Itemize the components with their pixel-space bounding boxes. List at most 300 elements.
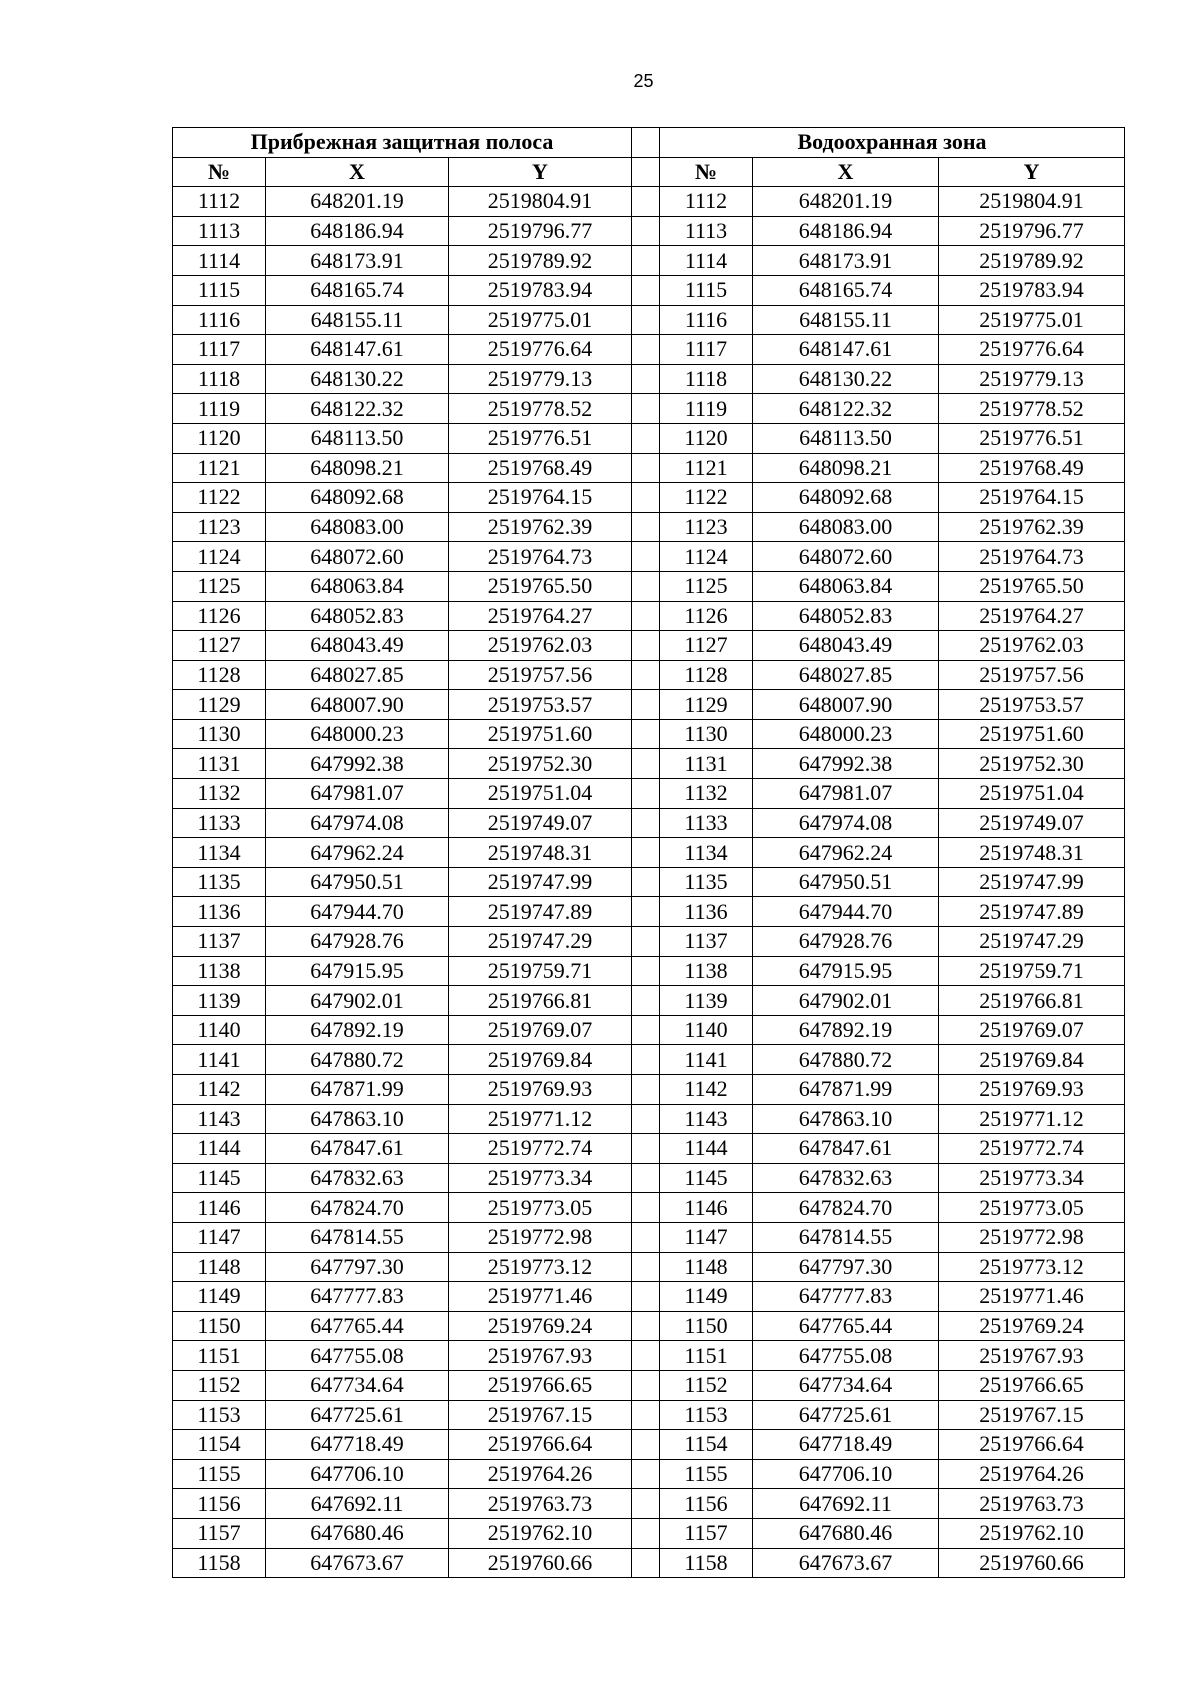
table-row bbox=[173, 927, 1125, 957]
right-coord-y: 2519747.29 bbox=[939, 927, 1125, 957]
right-point-number: 1150 bbox=[660, 1311, 753, 1341]
coastal-protective-strip-title: Прибрежная защитная полоса bbox=[173, 128, 632, 158]
column-gap bbox=[632, 483, 660, 513]
column-gap bbox=[632, 1459, 660, 1489]
left-coord-y: 2519773.05 bbox=[449, 1193, 632, 1223]
left-point-number: 1151 bbox=[173, 1341, 266, 1371]
table-row bbox=[173, 1459, 1125, 1489]
right-coord-y: 2519760.66 bbox=[939, 1548, 1125, 1578]
left-point-number: 1136 bbox=[173, 897, 266, 927]
right-coord-y: 2519762.39 bbox=[939, 512, 1125, 542]
left-coord-x: 647974.08 bbox=[266, 808, 449, 838]
column-gap bbox=[632, 867, 660, 897]
column-gap bbox=[632, 246, 660, 276]
right-header-x: X bbox=[753, 157, 939, 187]
column-gap bbox=[632, 1193, 660, 1223]
right-coord-x: 648000.23 bbox=[753, 719, 939, 749]
left-coord-y: 2519764.27 bbox=[449, 601, 632, 631]
column-gap bbox=[632, 1075, 660, 1105]
table-row bbox=[173, 1163, 1125, 1193]
left-coord-x: 648173.91 bbox=[266, 246, 449, 276]
left-coord-x: 647950.51 bbox=[266, 867, 449, 897]
left-coord-y: 2519748.31 bbox=[449, 838, 632, 868]
right-coord-x: 647814.55 bbox=[753, 1222, 939, 1252]
column-gap bbox=[632, 187, 660, 217]
column-gap bbox=[632, 571, 660, 601]
left-coord-x: 648186.94 bbox=[266, 216, 449, 246]
left-point-number: 1155 bbox=[173, 1459, 266, 1489]
right-coord-x: 647832.63 bbox=[753, 1163, 939, 1193]
right-coord-y: 2519748.31 bbox=[939, 838, 1125, 868]
table-row bbox=[173, 1370, 1125, 1400]
column-gap bbox=[632, 157, 660, 187]
left-coord-x: 647847.61 bbox=[266, 1134, 449, 1164]
column-gap bbox=[632, 1370, 660, 1400]
right-coord-y: 2519766.64 bbox=[939, 1430, 1125, 1460]
column-gap bbox=[632, 1518, 660, 1548]
column-gap bbox=[632, 1282, 660, 1312]
right-point-number: 1144 bbox=[660, 1134, 753, 1164]
right-coord-y: 2519764.73 bbox=[939, 542, 1125, 572]
left-point-number: 1143 bbox=[173, 1104, 266, 1134]
right-coord-x: 648007.90 bbox=[753, 690, 939, 720]
left-coord-x: 647892.19 bbox=[266, 1015, 449, 1045]
table-row bbox=[173, 1222, 1125, 1252]
left-point-number: 1129 bbox=[173, 690, 266, 720]
table-row bbox=[173, 1252, 1125, 1282]
column-gap bbox=[632, 749, 660, 779]
right-point-number: 1151 bbox=[660, 1341, 753, 1371]
column-gap bbox=[632, 631, 660, 661]
left-coord-y: 2519763.73 bbox=[449, 1489, 632, 1519]
table-row bbox=[173, 631, 1125, 661]
left-coord-y: 2519796.77 bbox=[449, 216, 632, 246]
right-coord-y: 2519769.24 bbox=[939, 1311, 1125, 1341]
right-coord-y: 2519773.05 bbox=[939, 1193, 1125, 1223]
right-coord-y: 2519752.30 bbox=[939, 749, 1125, 779]
column-gap bbox=[632, 927, 660, 957]
left-coord-y: 2519804.91 bbox=[449, 187, 632, 217]
right-coord-y: 2519749.07 bbox=[939, 808, 1125, 838]
right-coord-y: 2519763.73 bbox=[939, 1489, 1125, 1519]
column-gap bbox=[632, 1222, 660, 1252]
left-coord-x: 647824.70 bbox=[266, 1193, 449, 1223]
column-gap bbox=[632, 305, 660, 335]
right-coord-x: 648186.94 bbox=[753, 216, 939, 246]
left-header-x: X bbox=[266, 157, 449, 187]
left-coord-x: 648043.49 bbox=[266, 631, 449, 661]
right-coord-x: 647863.10 bbox=[753, 1104, 939, 1134]
left-point-number: 1146 bbox=[173, 1193, 266, 1223]
column-gap bbox=[632, 660, 660, 690]
left-coord-x: 647944.70 bbox=[266, 897, 449, 927]
right-coord-x: 648173.91 bbox=[753, 246, 939, 276]
left-coord-x: 647832.63 bbox=[266, 1163, 449, 1193]
right-coord-x: 647765.44 bbox=[753, 1311, 939, 1341]
right-point-number: 1121 bbox=[660, 453, 753, 483]
right-coord-x: 648092.68 bbox=[753, 483, 939, 513]
left-point-number: 1126 bbox=[173, 601, 266, 631]
table-row bbox=[173, 453, 1125, 483]
table-row bbox=[173, 956, 1125, 986]
left-coord-x: 647863.10 bbox=[266, 1104, 449, 1134]
right-coord-y: 2519766.65 bbox=[939, 1370, 1125, 1400]
column-gap bbox=[632, 364, 660, 394]
right-point-number: 1128 bbox=[660, 660, 753, 690]
right-coord-x: 647755.08 bbox=[753, 1341, 939, 1371]
left-coord-y: 2519768.49 bbox=[449, 453, 632, 483]
left-coord-y: 2519769.93 bbox=[449, 1075, 632, 1105]
right-coord-x: 648083.00 bbox=[753, 512, 939, 542]
left-coord-y: 2519762.39 bbox=[449, 512, 632, 542]
left-coord-y: 2519766.64 bbox=[449, 1430, 632, 1460]
right-coord-x: 648043.49 bbox=[753, 631, 939, 661]
right-point-number: 1129 bbox=[660, 690, 753, 720]
right-header-number: № bbox=[660, 157, 753, 187]
right-point-number: 1147 bbox=[660, 1222, 753, 1252]
left-coord-x: 648092.68 bbox=[266, 483, 449, 513]
right-coord-x: 647680.46 bbox=[753, 1518, 939, 1548]
right-point-number: 1113 bbox=[660, 216, 753, 246]
column-gap bbox=[632, 986, 660, 1016]
left-coord-y: 2519766.65 bbox=[449, 1370, 632, 1400]
left-coord-x: 648027.85 bbox=[266, 660, 449, 690]
right-coord-y: 2519804.91 bbox=[939, 187, 1125, 217]
left-coord-x: 647718.49 bbox=[266, 1430, 449, 1460]
right-point-number: 1126 bbox=[660, 601, 753, 631]
left-point-number: 1117 bbox=[173, 335, 266, 365]
right-coord-y: 2519767.15 bbox=[939, 1400, 1125, 1430]
left-coord-x: 647880.72 bbox=[266, 1045, 449, 1075]
right-coord-x: 648130.22 bbox=[753, 364, 939, 394]
right-coord-x: 647944.70 bbox=[753, 897, 939, 927]
right-point-number: 1123 bbox=[660, 512, 753, 542]
column-gap bbox=[632, 1548, 660, 1578]
right-coord-x: 647928.76 bbox=[753, 927, 939, 957]
left-coord-y: 2519753.57 bbox=[449, 690, 632, 720]
left-coord-y: 2519771.46 bbox=[449, 1282, 632, 1312]
left-coord-x: 647673.67 bbox=[266, 1548, 449, 1578]
left-coord-x: 647680.46 bbox=[266, 1518, 449, 1548]
left-point-number: 1147 bbox=[173, 1222, 266, 1252]
left-header-y: Y bbox=[449, 157, 632, 187]
right-coord-y: 2519762.03 bbox=[939, 631, 1125, 661]
right-coord-y: 2519768.49 bbox=[939, 453, 1125, 483]
left-coord-x: 647734.64 bbox=[266, 1370, 449, 1400]
table-row bbox=[173, 335, 1125, 365]
right-point-number: 1141 bbox=[660, 1045, 753, 1075]
right-point-number: 1156 bbox=[660, 1489, 753, 1519]
table-row bbox=[173, 394, 1125, 424]
right-point-number: 1142 bbox=[660, 1075, 753, 1105]
left-coord-y: 2519775.01 bbox=[449, 305, 632, 335]
left-point-number: 1118 bbox=[173, 364, 266, 394]
right-coord-x: 647847.61 bbox=[753, 1134, 939, 1164]
left-coord-x: 647692.11 bbox=[266, 1489, 449, 1519]
column-gap bbox=[632, 1252, 660, 1282]
left-coord-y: 2519759.71 bbox=[449, 956, 632, 986]
left-coord-x: 648000.23 bbox=[266, 719, 449, 749]
table-row bbox=[173, 1015, 1125, 1045]
table-row bbox=[173, 986, 1125, 1016]
right-coord-y: 2519764.26 bbox=[939, 1459, 1125, 1489]
table-row bbox=[173, 305, 1125, 335]
column-gap bbox=[632, 423, 660, 453]
column-gap bbox=[632, 512, 660, 542]
left-coord-y: 2519762.10 bbox=[449, 1518, 632, 1548]
right-point-number: 1125 bbox=[660, 571, 753, 601]
right-point-number: 1134 bbox=[660, 838, 753, 868]
left-coord-x: 647992.38 bbox=[266, 749, 449, 779]
table-row bbox=[173, 1311, 1125, 1341]
right-coord-x: 647706.10 bbox=[753, 1459, 939, 1489]
left-coord-x: 648083.00 bbox=[266, 512, 449, 542]
left-coord-y: 2519751.60 bbox=[449, 719, 632, 749]
right-point-number: 1117 bbox=[660, 335, 753, 365]
column-gap bbox=[632, 1104, 660, 1134]
left-coord-x: 647902.01 bbox=[266, 986, 449, 1016]
left-coord-x: 647871.99 bbox=[266, 1075, 449, 1105]
left-coord-x: 647765.44 bbox=[266, 1311, 449, 1341]
right-coord-y: 2519775.01 bbox=[939, 305, 1125, 335]
right-coord-x: 647777.83 bbox=[753, 1282, 939, 1312]
left-point-number: 1142 bbox=[173, 1075, 266, 1105]
left-point-number: 1149 bbox=[173, 1282, 266, 1312]
right-point-number: 1120 bbox=[660, 423, 753, 453]
right-coord-x: 648063.84 bbox=[753, 571, 939, 601]
coordinates-table bbox=[172, 127, 1125, 1578]
left-coord-y: 2519747.99 bbox=[449, 867, 632, 897]
right-point-number: 1157 bbox=[660, 1518, 753, 1548]
right-coord-y: 2519769.93 bbox=[939, 1075, 1125, 1105]
left-coord-x: 647981.07 bbox=[266, 779, 449, 809]
right-point-number: 1122 bbox=[660, 483, 753, 513]
column-gap bbox=[632, 838, 660, 868]
right-coord-y: 2519789.92 bbox=[939, 246, 1125, 276]
column-gap bbox=[632, 542, 660, 572]
right-coord-y: 2519751.60 bbox=[939, 719, 1125, 749]
right-point-number: 1118 bbox=[660, 364, 753, 394]
right-coord-x: 647734.64 bbox=[753, 1370, 939, 1400]
left-coord-y: 2519767.15 bbox=[449, 1400, 632, 1430]
table-row bbox=[173, 660, 1125, 690]
right-coord-x: 648122.32 bbox=[753, 394, 939, 424]
right-coord-y: 2519771.12 bbox=[939, 1104, 1125, 1134]
column-gap bbox=[632, 1163, 660, 1193]
right-coord-y: 2519769.84 bbox=[939, 1045, 1125, 1075]
left-coord-y: 2519789.92 bbox=[449, 246, 632, 276]
left-coord-y: 2519771.12 bbox=[449, 1104, 632, 1134]
right-point-number: 1143 bbox=[660, 1104, 753, 1134]
right-coord-y: 2519759.71 bbox=[939, 956, 1125, 986]
left-coord-y: 2519751.04 bbox=[449, 779, 632, 809]
left-coord-y: 2519779.13 bbox=[449, 364, 632, 394]
right-coord-y: 2519747.89 bbox=[939, 897, 1125, 927]
right-coord-x: 648165.74 bbox=[753, 275, 939, 305]
right-coord-x: 647880.72 bbox=[753, 1045, 939, 1075]
right-coord-x: 647962.24 bbox=[753, 838, 939, 868]
column-gap bbox=[632, 956, 660, 986]
left-point-number: 1121 bbox=[173, 453, 266, 483]
left-point-number: 1145 bbox=[173, 1163, 266, 1193]
zone-title-row bbox=[173, 128, 1125, 158]
left-point-number: 1123 bbox=[173, 512, 266, 542]
right-coord-y: 2519778.52 bbox=[939, 394, 1125, 424]
left-coord-x: 648201.19 bbox=[266, 187, 449, 217]
right-coord-x: 647725.61 bbox=[753, 1400, 939, 1430]
right-point-number: 1145 bbox=[660, 1163, 753, 1193]
right-coord-y: 2519764.27 bbox=[939, 601, 1125, 631]
right-coord-y: 2519773.12 bbox=[939, 1252, 1125, 1282]
left-coord-y: 2519769.84 bbox=[449, 1045, 632, 1075]
right-coord-x: 647824.70 bbox=[753, 1193, 939, 1223]
left-point-number: 1153 bbox=[173, 1400, 266, 1430]
left-coord-x: 648052.83 bbox=[266, 601, 449, 631]
left-coord-x: 647706.10 bbox=[266, 1459, 449, 1489]
left-coord-y: 2519747.29 bbox=[449, 927, 632, 957]
left-point-number: 1157 bbox=[173, 1518, 266, 1548]
right-point-number: 1158 bbox=[660, 1548, 753, 1578]
left-point-number: 1122 bbox=[173, 483, 266, 513]
table-row bbox=[173, 838, 1125, 868]
table-row bbox=[173, 1489, 1125, 1519]
right-coord-y: 2519772.98 bbox=[939, 1222, 1125, 1252]
right-point-number: 1127 bbox=[660, 631, 753, 661]
right-point-number: 1155 bbox=[660, 1459, 753, 1489]
table-row bbox=[173, 779, 1125, 809]
right-point-number: 1140 bbox=[660, 1015, 753, 1045]
column-gap bbox=[632, 335, 660, 365]
left-coord-y: 2519772.74 bbox=[449, 1134, 632, 1164]
table-row bbox=[173, 483, 1125, 513]
column-header-row bbox=[173, 157, 1125, 187]
left-point-number: 1150 bbox=[173, 1311, 266, 1341]
right-coord-y: 2519772.74 bbox=[939, 1134, 1125, 1164]
right-coord-x: 647902.01 bbox=[753, 986, 939, 1016]
left-coord-y: 2519773.12 bbox=[449, 1252, 632, 1282]
right-point-number: 1135 bbox=[660, 867, 753, 897]
left-coord-x: 648072.60 bbox=[266, 542, 449, 572]
right-coord-x: 648072.60 bbox=[753, 542, 939, 572]
right-point-number: 1130 bbox=[660, 719, 753, 749]
left-coord-x: 647725.61 bbox=[266, 1400, 449, 1430]
left-point-number: 1124 bbox=[173, 542, 266, 572]
right-coord-y: 2519767.93 bbox=[939, 1341, 1125, 1371]
right-coord-x: 647871.99 bbox=[753, 1075, 939, 1105]
table-row bbox=[173, 719, 1125, 749]
right-header-y: Y bbox=[939, 157, 1125, 187]
left-coord-x: 648007.90 bbox=[266, 690, 449, 720]
left-coord-y: 2519778.52 bbox=[449, 394, 632, 424]
right-point-number: 1136 bbox=[660, 897, 753, 927]
column-gap bbox=[632, 1134, 660, 1164]
table-row bbox=[173, 601, 1125, 631]
left-coord-y: 2519772.98 bbox=[449, 1222, 632, 1252]
left-coord-x: 648063.84 bbox=[266, 571, 449, 601]
right-point-number: 1152 bbox=[660, 1370, 753, 1400]
table-row bbox=[173, 1282, 1125, 1312]
left-coord-y: 2519783.94 bbox=[449, 275, 632, 305]
left-point-number: 1113 bbox=[173, 216, 266, 246]
table-row bbox=[173, 1045, 1125, 1075]
right-coord-y: 2519769.07 bbox=[939, 1015, 1125, 1045]
right-coord-x: 647692.11 bbox=[753, 1489, 939, 1519]
right-coord-x: 647915.95 bbox=[753, 956, 939, 986]
right-coord-x: 648147.61 bbox=[753, 335, 939, 365]
right-coord-y: 2519796.77 bbox=[939, 216, 1125, 246]
right-point-number: 1138 bbox=[660, 956, 753, 986]
right-coord-x: 647718.49 bbox=[753, 1430, 939, 1460]
table-row bbox=[173, 1075, 1125, 1105]
right-point-number: 1131 bbox=[660, 749, 753, 779]
left-coord-x: 648155.11 bbox=[266, 305, 449, 335]
left-point-number: 1115 bbox=[173, 275, 266, 305]
table-row bbox=[173, 897, 1125, 927]
right-coord-y: 2519753.57 bbox=[939, 690, 1125, 720]
table-row bbox=[173, 364, 1125, 394]
table-row bbox=[173, 1341, 1125, 1371]
left-header-number: № bbox=[173, 157, 266, 187]
left-point-number: 1137 bbox=[173, 927, 266, 957]
column-gap bbox=[632, 275, 660, 305]
left-coord-x: 647928.76 bbox=[266, 927, 449, 957]
right-coord-x: 648113.50 bbox=[753, 423, 939, 453]
right-coord-x: 647974.08 bbox=[753, 808, 939, 838]
table-row bbox=[173, 187, 1125, 217]
right-point-number: 1137 bbox=[660, 927, 753, 957]
column-gap bbox=[632, 1430, 660, 1460]
table-row bbox=[173, 690, 1125, 720]
right-point-number: 1124 bbox=[660, 542, 753, 572]
column-gap bbox=[632, 128, 660, 158]
right-coord-y: 2519751.04 bbox=[939, 779, 1125, 809]
table-row bbox=[173, 1134, 1125, 1164]
left-point-number: 1134 bbox=[173, 838, 266, 868]
right-point-number: 1132 bbox=[660, 779, 753, 809]
table-row bbox=[173, 1400, 1125, 1430]
left-coord-y: 2519776.64 bbox=[449, 335, 632, 365]
left-point-number: 1132 bbox=[173, 779, 266, 809]
column-gap bbox=[632, 453, 660, 483]
table-row bbox=[173, 749, 1125, 779]
left-point-number: 1116 bbox=[173, 305, 266, 335]
left-point-number: 1128 bbox=[173, 660, 266, 690]
table-row bbox=[173, 275, 1125, 305]
left-point-number: 1114 bbox=[173, 246, 266, 276]
left-coord-x: 647814.55 bbox=[266, 1222, 449, 1252]
left-coord-y: 2519767.93 bbox=[449, 1341, 632, 1371]
left-coord-x: 647755.08 bbox=[266, 1341, 449, 1371]
column-gap bbox=[632, 779, 660, 809]
left-coord-y: 2519764.15 bbox=[449, 483, 632, 513]
right-coord-x: 647992.38 bbox=[753, 749, 939, 779]
left-coord-x: 648113.50 bbox=[266, 423, 449, 453]
column-gap bbox=[632, 1311, 660, 1341]
right-coord-y: 2519762.10 bbox=[939, 1518, 1125, 1548]
right-coord-y: 2519783.94 bbox=[939, 275, 1125, 305]
right-coord-y: 2519776.64 bbox=[939, 335, 1125, 365]
right-coord-x: 647673.67 bbox=[753, 1548, 939, 1578]
right-coord-x: 648098.21 bbox=[753, 453, 939, 483]
column-gap bbox=[632, 1045, 660, 1075]
left-point-number: 1154 bbox=[173, 1430, 266, 1460]
right-point-number: 1133 bbox=[660, 808, 753, 838]
right-point-number: 1139 bbox=[660, 986, 753, 1016]
column-gap bbox=[632, 1341, 660, 1371]
right-point-number: 1116 bbox=[660, 305, 753, 335]
column-gap bbox=[632, 1400, 660, 1430]
left-point-number: 1144 bbox=[173, 1134, 266, 1164]
